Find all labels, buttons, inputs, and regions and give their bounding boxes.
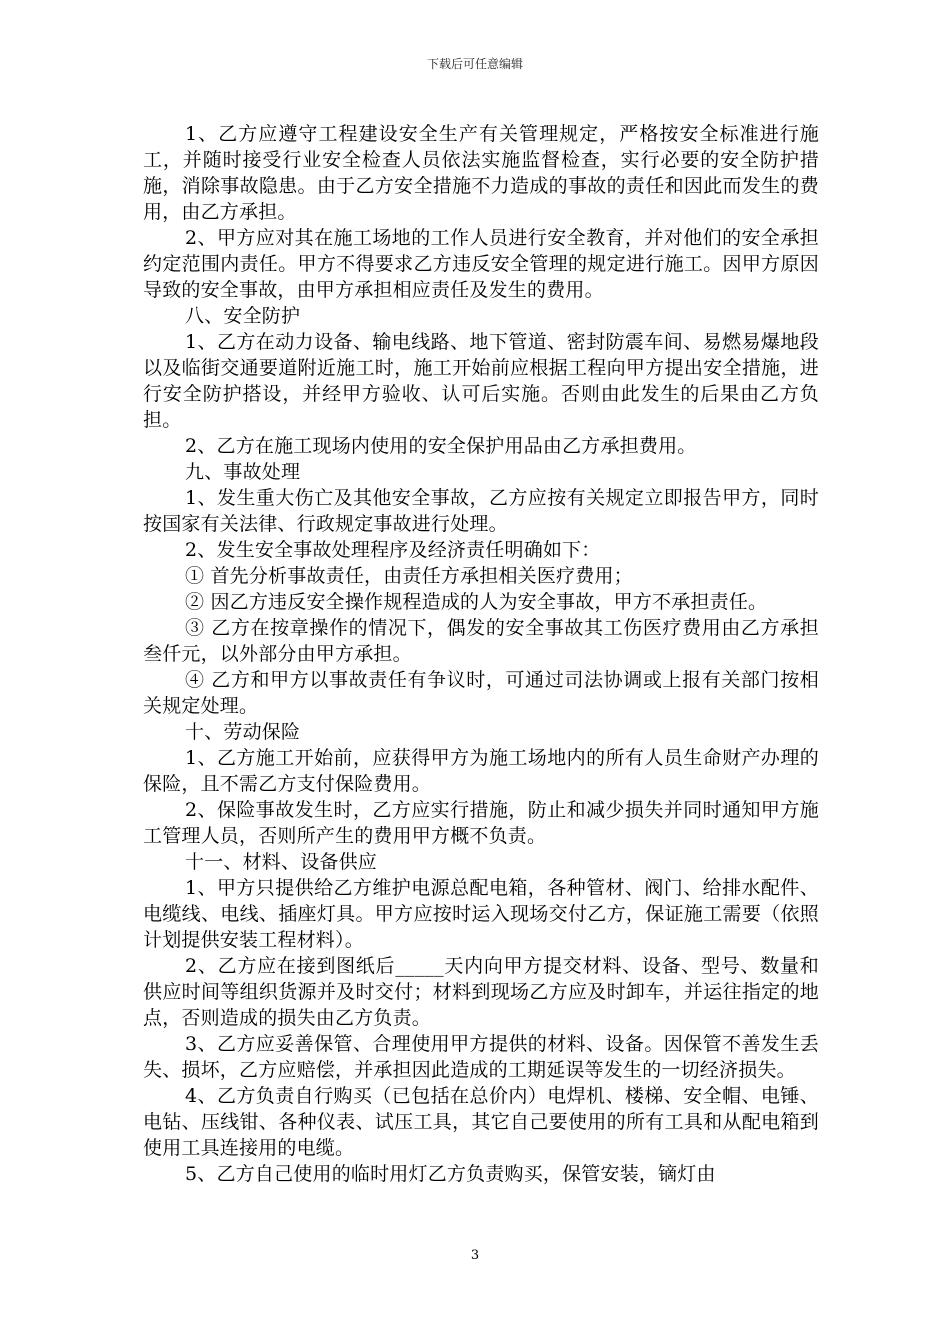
clause-paragraph: 2、发生安全事故处理程序及经济责任明确如下：: [185, 539, 601, 561]
list-item: ④ 乙方和甲方以事故责任有争议时，可通过司法协调或上报有关部门按相关规定处理。: [143, 669, 819, 717]
section-heading: 八、安全防护: [185, 305, 301, 327]
section-heading: 十一、材料、设备供应: [185, 851, 378, 873]
clause-paragraph: 2、甲方应对其在施工场地的工作人员进行安全教育，并对他们的安全承担约定范围内责任。甲方不得要求乙方违反安全管理的规定进行施工。因甲方原因导致的安全事故，由甲方承担相应责任及发生的费用。: [143, 227, 819, 301]
clause-paragraph: 1、甲方只提供给乙方维护电源总配电箱，各种管材、阀门、给排水配件、电缆线、电线、插座灯具。甲方应按时运入现场交付乙方，保证施工需要（依照计划提供安装工程材料）。: [143, 877, 819, 951]
clause-paragraph: 2、保险事故发生时，乙方应实行措施，防止和减少损失并同时通知甲方施工管理人员，否则所产生的费用甲方概不负责。: [143, 799, 819, 847]
clause-paragraph: 1、乙方应遵守工程建设安全生产有关管理规定，严格按安全标准进行施工，并随时接受行业安全检查人员依法实施监督检查，实行必要的安全防护措施，消除事故隐患。由于乙方安全措施不力造成的事故的责任和因此而发生的费用，由乙方承担。: [143, 123, 819, 223]
page-number: 3: [470, 1248, 480, 1263]
clause-paragraph: 2、乙方应在接到图纸后_____天内向甲方提交材料、设备、型号、数量和供应时间等组织货源并及时交付；材料到现场乙方应及时卸车，并运往指定的地点，否则造成的损失由乙方负责。: [143, 955, 819, 1029]
list-item: ③ 乙方在按章操作的情况下，偶发的安全事故其工伤医疗费用由乙方承担叁仟元，以外部分由甲方承担。: [143, 617, 819, 665]
list-item: ① 首先分析事故责任，由责任方承担相关医疗费用；: [185, 565, 633, 587]
document-body: [143, 121, 819, 1187]
clause-paragraph: 4、乙方负责自行购买（已包括在总价内）电焊机、楼梯、安全帽、电锤、电钻、压线钳、各种仪表、试压工具，其它自己要使用的所有工具和从配电箱到使用工具连接用的电缆。: [143, 1085, 819, 1159]
page-header: 下载后可任意编辑: [426, 57, 523, 71]
section-heading: 九、事故处理: [185, 461, 301, 483]
list-item: ② 因乙方违反安全操作规程造成的人为安全事故，甲方不承担责任。: [185, 591, 768, 613]
clause-paragraph: 1、发生重大伤亡及其他安全事故，乙方应按有关规定立即报告甲方，同时按国家有关法律、行政规定事故进行处理。: [143, 487, 819, 535]
clause-paragraph: 5、乙方自己使用的临时用灯乙方负责购买，保管安装，镝灯由: [185, 1163, 716, 1185]
clause-paragraph: 1、乙方在动力设备、输电线路、地下管道、密封防震车间、易燃易爆地段以及临街交通要道附近施工时，施工开始前应根据工程向甲方提出安全措施，进行安全防护搭设，并经甲方验收、认可后实施。否则由此发生的后果由乙方负担。: [143, 331, 819, 431]
section-heading: 十、劳动保险: [185, 721, 301, 743]
clause-paragraph: 2、乙方在施工现场内使用的安全保护用品由乙方承担费用。: [185, 435, 697, 457]
clause-paragraph: 3、乙方应妥善保管、合理使用甲方提供的材料、设备。因保管不善发生丢失、损坏，乙方应赔偿，并承担因此造成的工期延误等发生的一切经济损失。: [143, 1033, 819, 1081]
clause-paragraph: 1、乙方施工开始前，应获得甲方为施工场地内的所有人员生命财产办理的保险，且不需乙方支付保险费用。: [143, 747, 819, 795]
